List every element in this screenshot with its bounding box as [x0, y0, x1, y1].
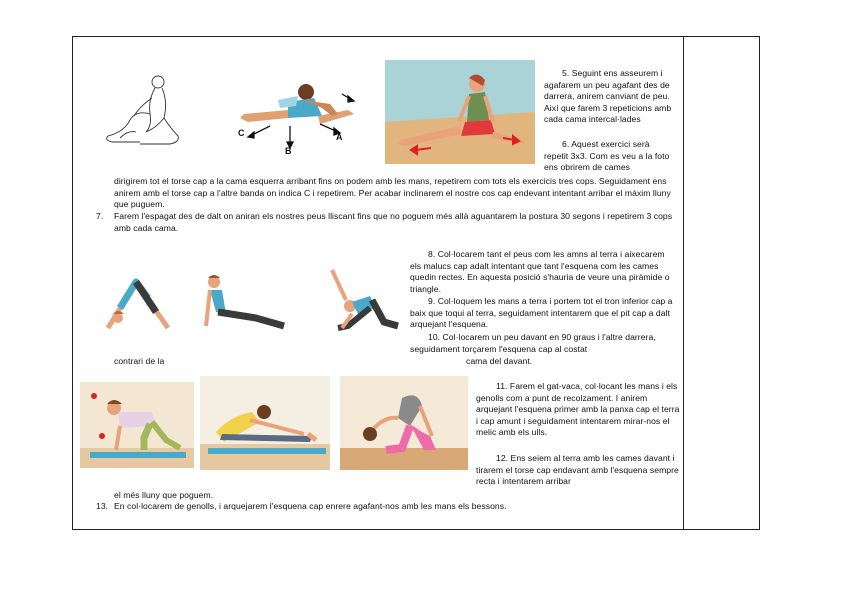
paragraph-8: 8. Col·locarem tant el peus com les amns al terra i aixecarem els malucs cap adalt intentant que tant l'esquena com les cames quedin rectes. En aquesta posició s'hauria de veure una piràmide o triangle. [410, 249, 670, 294]
sketch-seated-twist-image [100, 70, 184, 154]
upward-dog-image [196, 270, 290, 334]
split-photo [385, 60, 535, 164]
list-number-13: 13. [96, 501, 109, 511]
paragraph-13: En col·locarem de genolls, i arquejarem l'esquena cap enrere agafant-nos amb les mans els bessons. [114, 501, 507, 511]
paragraph-7: Farem l'espagat des de dalt on aniran els nostres peus lliscant fins que no poguem més allà aguantarem la postura 30 segons i repetirem 3 cops amb cada cama. [114, 211, 673, 233]
downward-dog-image [98, 268, 180, 334]
list-number-7: 7. [96, 211, 104, 221]
paragraph-12-end: el més lluny que poguem. [114, 490, 214, 500]
lunge-twist-image [312, 262, 404, 334]
paragraph-6-end: dirigirem tot el torse cap a la cama esquerra arribant fins on podem amb les mans, repetirem com tots els exercicis tres cops. Seguidament ens anirem amb el torse cap a l'altre banda on indica C i repetirem. Per acabar inclinarem el nostre cos cap endevant intentant arribar el màxim lluny que puguem. [114, 176, 671, 210]
margin-divider [683, 36, 684, 530]
paragraph-10: 10. Col·locarem un peu davant en 90 graus i l'altre darrera, seguidament torçarem l'esquena cap al costat [410, 332, 656, 354]
cat-cow-image [80, 382, 194, 468]
seated-straddle-diagram [218, 70, 368, 158]
diagram-label-b: B [285, 146, 292, 156]
paragraph-6-start: 6. Aquest exercici serà repetit 3x3. Com es veu a la foto ens obrirem de cames [544, 139, 670, 173]
paragraph-11: 11. Farem el gat-vaca, col·locant les mans i els genolls com a punt de recolzament. I anirem arquejant l'esquena primer amb la panxa cap el terra i cap amunt i seguidament intentarem mirar-nos el melic amb els ulls. [476, 381, 680, 438]
paragraph-12: 12. Ens seiem al terra amb les cames davant i tirarem el torse cap endavant amb l'esquena sempre recta i intentarem arribar [476, 453, 679, 487]
diagram-label-a: A [336, 132, 343, 142]
paragraph-10-left: contrari de la [114, 356, 165, 366]
diagram-label-c: C [238, 128, 245, 138]
paragraph-10-right: cama del davant. [466, 356, 533, 366]
seated-forward-fold-image [200, 376, 330, 470]
kneeling-backbend-image [340, 376, 468, 470]
paragraph-5: 5. Seguint ens asseurem i agafarem un peu agafant des de darrera, anirem canviant de peu. Així que farem 3 repeticions amb cada cama intercal·lades [544, 68, 672, 125]
paragraph-9: 9. Col·loquem les mans a terra i portem tot el tron inferior cap a baix que toqui al terra, seguidament intentarem que el pit cap a dalt arquejant l'esquena. [410, 296, 673, 330]
